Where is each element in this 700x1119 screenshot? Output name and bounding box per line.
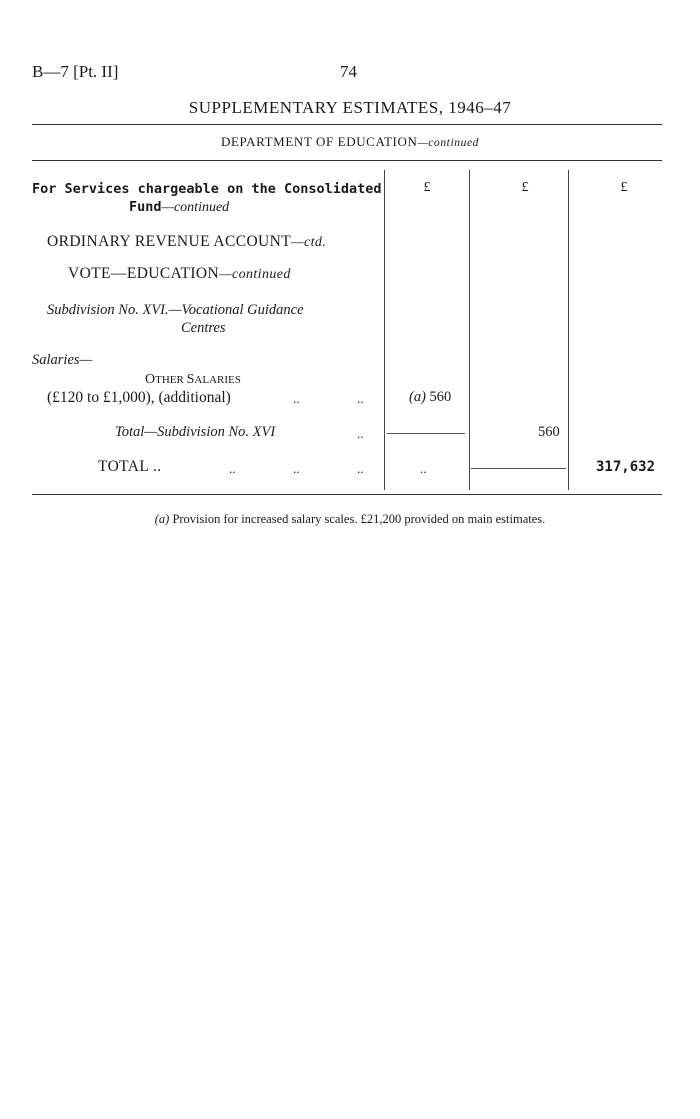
column-header-1: £ <box>423 180 431 195</box>
document-reference: B—7 [Pt. II] <box>32 62 119 81</box>
other-salaries-heading <box>145 370 241 388</box>
leader-dots-5: .. <box>293 461 300 476</box>
account-heading <box>47 233 326 251</box>
total-rule <box>471 468 566 469</box>
table-bottom-rule <box>32 494 662 495</box>
department-heading <box>0 134 700 150</box>
column-header-2: £ <box>521 180 529 195</box>
footnote-marker: (a) <box>154 512 170 526</box>
subdivision-heading-line1: Subdivision No. XVI.—Vocational Guidance <box>47 302 304 318</box>
subdivision-heading-line2: Centres <box>181 320 226 336</box>
leader-dots-4: .. <box>229 461 236 476</box>
salaries-label: Salaries— <box>32 352 93 368</box>
department-suffix: —continued <box>417 137 480 149</box>
salary-amount-cell <box>409 389 451 406</box>
salary-range: (£120 to £1,000), (additional) <box>47 389 231 406</box>
page-title: SUPPLEMENTARY ESTIMATES, 1946–47 <box>188 98 512 117</box>
column-divider-2 <box>469 170 470 490</box>
salary-amount: 560 <box>429 389 452 405</box>
services-heading-line1: For Services chargeable on the Consolidated <box>32 181 382 197</box>
column-divider-1 <box>384 170 385 490</box>
footnote <box>0 512 700 527</box>
subdivision-total-label: Total—Subdivision No. XVI <box>115 424 276 440</box>
leader-dots-1: .. <box>293 391 300 406</box>
other-salaries-initial-o: O <box>145 372 156 387</box>
title-rule <box>32 124 662 125</box>
leader-dots-7: .. <box>420 461 427 476</box>
subdivision-total-amount: 560 <box>538 424 560 440</box>
vote-label: VOTE—EDUCATION <box>68 265 220 282</box>
vote-suffix: —continued <box>219 267 291 282</box>
department-rule <box>32 160 662 161</box>
services-heading-line2 <box>129 198 229 216</box>
page-number: 74 <box>340 62 357 81</box>
salary-amount-footnote-marker: (a) <box>409 389 426 405</box>
column-header-3: £ <box>620 180 628 195</box>
account-suffix: —ctd. <box>291 235 327 250</box>
other-salaries-initial-s: S <box>186 372 195 387</box>
column-divider-3 <box>568 170 569 490</box>
footnote-text: Provision for increased salary scales. £21,200 provided on main estimates. <box>172 512 546 526</box>
other-salaries-rest-1: THER <box>155 374 187 386</box>
account-label: ORDINARY REVENUE ACCOUNT <box>47 233 292 250</box>
vote-heading <box>68 265 291 283</box>
subtotal-rule <box>387 433 465 434</box>
department-label: DEPARTMENT OF EDUCATION <box>220 134 418 149</box>
services-fund-label: Fund <box>129 199 162 215</box>
leader-dots-3: .. <box>357 426 364 441</box>
services-fund-suffix: —continued <box>161 200 230 215</box>
grand-total-label: TOTAL .. <box>98 458 162 475</box>
other-salaries-rest-2: ALARIES <box>194 374 241 386</box>
leader-dots-6: .. <box>357 461 364 476</box>
grand-total-amount: 317,632 <box>596 459 656 475</box>
leader-dots-2: .. <box>357 391 364 406</box>
